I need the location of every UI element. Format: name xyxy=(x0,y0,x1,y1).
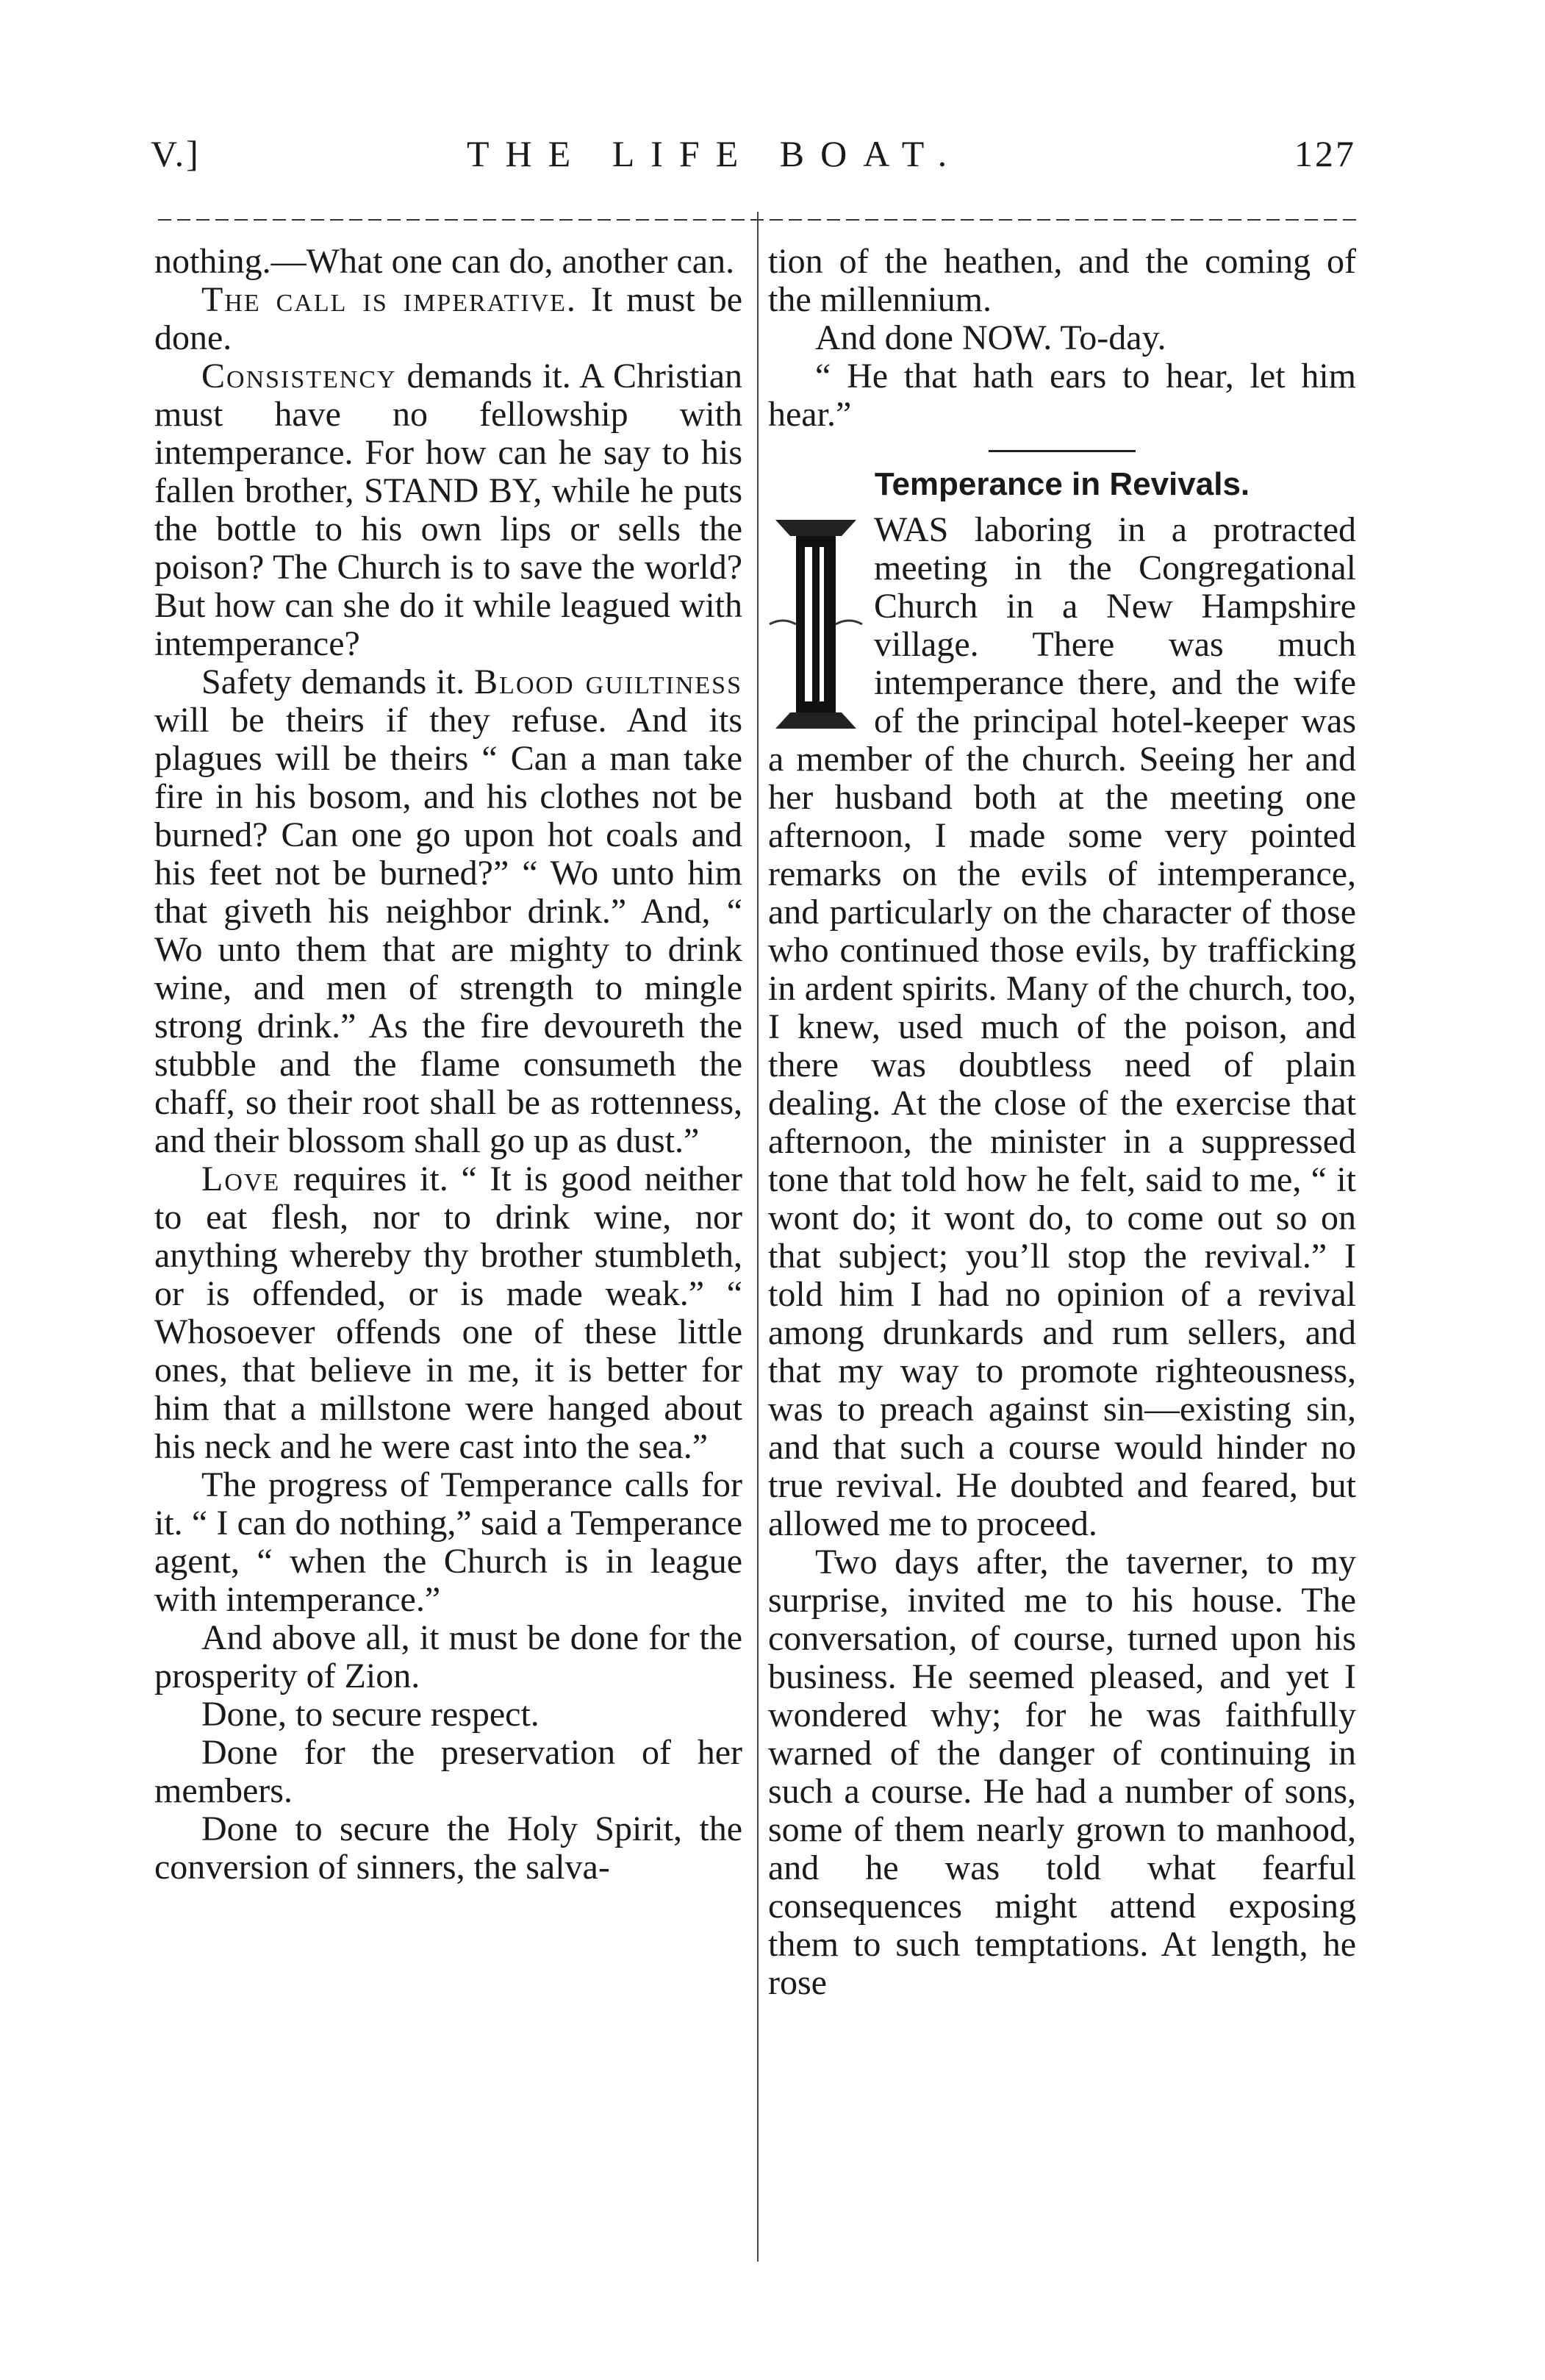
paragraph: And above all, it must be done for the prosperity of Zion. xyxy=(154,1618,742,1695)
right-column xyxy=(768,243,1356,2002)
section-rule xyxy=(989,450,1136,452)
paragraph: Done to secure the Holy Spirit, the conversion of sinners, the salva- xyxy=(154,1809,742,1887)
paragraph: The call is imperative. It must be done. xyxy=(154,280,743,357)
paragraph: The progress of Temperance calls for it. “ I can do nothing,” said a Temperance agent, “ when the Church is in league with intemperance.” xyxy=(154,1465,742,1619)
paragraph: Love requires it. “ It is good neither to eat flesh, nor to drink wine, nor anything whereby thy brother stumbleth, or is offended, or is made weak.” “ Whosoever offends one of these little ones, that believe in me, it is better for him that a millstone were hanged about his neck and he were cast into the sea.” xyxy=(154,1159,742,1466)
column-divider xyxy=(757,212,759,2262)
page-title: THE LIFE BOAT. xyxy=(467,133,964,174)
volume-marker: V.] xyxy=(151,133,201,174)
article-paragraph: WAS laboring in a protracted meeting in the Congregational Church in a New Hampshire village. There was much intemperance there, and the wife of the principal hotel-keeper was a member of the church. Seeing her and her husband both at the meeting one afternoon, I made some very pointed remarks on the evils of intemperance, and particularly on the character of those who continued those evils, by trafficking in ardent spirits. Many of the church, too, I knew, used much of the poison, and there was doubtless need of plain dealing. At the close of the exercise that afternoon, the minister in a suppressed tone that told how he felt, said to me, “ it wont do; it wont do, to come out so on that subject; you’ll stop the revival.” I told him I had no opinion of a revival among drunkards and rum sellers, and that my way to promote righteousness, was to preach against sin—existing sin, and that such a course would hinder no true revival. He doubted and feared, but allowed me to proceed. xyxy=(768,510,1356,1543)
page-number: 127 xyxy=(1294,133,1356,174)
paragraph: Safety demands it. Blood guiltiness will be theirs if they refuse. And its plagues will be theirs “ Can a man take fire in his bosom, and his clothes not be burned? Can one go upon hot coals and his feet not be burned?” “ Wo unto him that giveth his neighbor drink.” And, “ Wo unto them that are mighty to drink wine, and men of strength to mingle strong drink.” As the fire devoureth the stubble and the flame consumeth the chaff, so their root shall be as rottenness, and their blossom shall go up as dust.” xyxy=(154,662,742,1160)
running-header xyxy=(151,132,1356,191)
paragraph: Consistency demands it. A Christian must have no fellowship with intemperance. For how can he say to his fallen brother, STAND BY, while he puts the bottle to his own lips or sells the poison? The Church is to save the world? But how can she do it while leagued with intemperance? xyxy=(154,357,742,663)
paragraph: tion of the heathen, and the coming of the millennium. xyxy=(768,242,1356,319)
paragraph: Done, to secure respect. xyxy=(201,1695,540,1734)
paragraph: nothing.—What one can do, another can. xyxy=(154,242,735,281)
article-title: Temperance in Revivals. xyxy=(874,466,1250,502)
paragraph: Done for the preservation of her members. xyxy=(154,1733,742,1810)
dropcap-initial-icon xyxy=(768,514,864,735)
article-paragraph: Two days after, the taverner, to my surprise, invited me to his house. The conversation, of course, turned upon his business. He seemed pleased, and yet I wondered why; for he was faithfully warned of the danger of continuing in such a course. He had a number of sons, some of them nearly grown to manhood, and he was told what fearful consequences might attend exposing them to such temptations. At length, he rose xyxy=(768,1543,1356,2002)
paragraph: “ He that hath ears to hear, let him hear.” xyxy=(768,357,1356,434)
paragraph: And done NOW. To-day. xyxy=(815,318,1166,357)
left-column xyxy=(154,243,742,1887)
